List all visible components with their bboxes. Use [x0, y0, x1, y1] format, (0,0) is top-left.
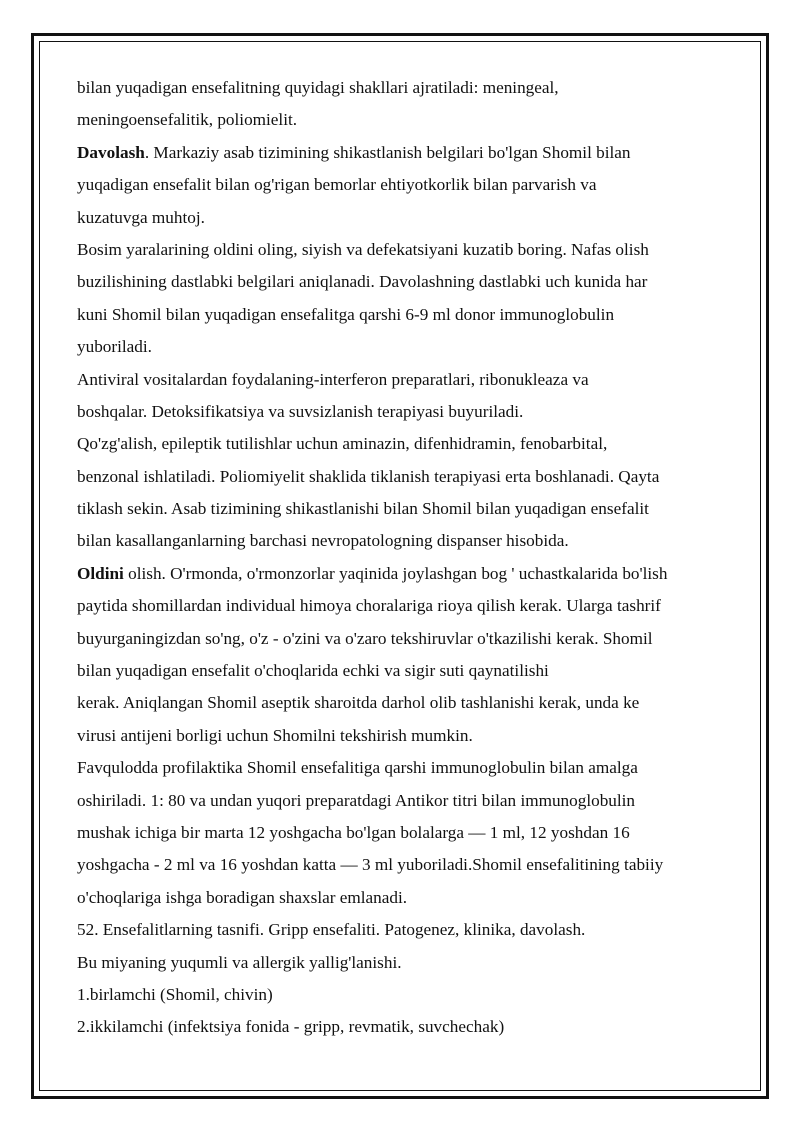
- list-item: 1.birlamchi (Shomil, chivin): [77, 984, 273, 1004]
- text-line: tiklash sekin. Asab tizimining shikastlanishi bilan Shomil bilan yuqadigan ensefalit: [77, 499, 649, 519]
- text-run: . Markaziy asab tizimining shikastlanish belgilari bo'lgan Shomil bilan: [144, 142, 631, 162]
- text-line: bilan yuqadigan ensefalitning quyidagi shakllari ajratiladi: meningeal,: [77, 78, 559, 97]
- text-line: mushak ichiga bir marta 12 yoshgacha bo'lgan bolalarga — 1 ml, 12 yoshdan 16: [77, 822, 630, 842]
- section-heading-davolash: Davolash: [77, 142, 145, 162]
- text-line: [77, 137, 737, 169]
- text-line: buzilishining dastlabki belgilari aniqlanadi. Davolashning dastlabki uch kunida har: [77, 272, 648, 292]
- text-line: paytida shomillardan individual himoya choralariga rioya qilish kerak. Ularga tashrif: [77, 596, 661, 616]
- text-line: kerak. Aniqlangan Shomil aseptik sharoitda darhol olib tashlanishi kerak, unda ke: [77, 693, 640, 713]
- text-line: bilan yuqadigan ensefalit o'choqlarida echki va sigir suti qaynatilishi: [77, 661, 549, 681]
- list-item: 2.ikkilamchi (infektsiya fonida - gripp, revmatik, suvchechak): [77, 1017, 505, 1037]
- text-line: yuqadigan ensefalit bilan og'rigan bemorlar ehtiyotkorlik bilan parvarish va: [77, 175, 597, 195]
- text-line: Qo'zg'alish, epileptik tutilishlar uchun aminazin, difenhidramin, fenobarbital,: [77, 434, 608, 454]
- text-line: Bu miyaning yuqumli va allergik yallig'lanishi.: [77, 952, 402, 972]
- text-line: [77, 558, 737, 590]
- text-line: meningoensefalitik, poliomielit.: [77, 110, 298, 130]
- text-run: olish. O'rmonda, o'rmonzorlar yaqinida joylashgan bog ' uchastkalarida bo'lish: [123, 563, 668, 583]
- section-heading-oldini: Oldini: [77, 563, 124, 583]
- text-line: oshiriladi. 1: 80 va undan yuqori preparatdagi Antikor titri bilan immunoglobulin: [77, 790, 636, 810]
- text-line: yoshgacha - 2 ml va 16 yoshdan katta — 3 ml yuboriladi.Shomil ensefalitining tabiiy: [77, 855, 664, 875]
- text-line: bilan kasallanganlarning barchasi nevropatologning dispanser hisobida.: [77, 531, 569, 551]
- section-title: 52. Ensefalitlarning tasnifi. Gripp ensefaliti. Patogenez, klinika, davolash.: [77, 920, 586, 940]
- text-line: Antiviral vositalardan foydalaning-interferon preparatlari, ribonukleaza va: [77, 369, 589, 389]
- document-body: [77, 72, 737, 1044]
- text-line: kuzatuvga muhtoj.: [77, 207, 205, 227]
- text-line: buyurganingizdan so'ng, o'z - o'zini va o'zaro tekshiruvlar o'tkazilishi kerak. Shomil: [77, 628, 653, 648]
- text-line: virusi antijeni borligi uchun Shomilni tekshirish mumkin.: [77, 725, 473, 745]
- text-line: kuni Shomil bilan yuqadigan ensefalitga qarshi 6-9 ml donor immunoglobulin: [77, 304, 615, 324]
- text-line: Favqulodda profilaktika Shomil ensefalitiga qarshi immunoglobulin bilan amalga: [77, 758, 638, 778]
- text-line: boshqalar. Detoksifikatsiya va suvsizlanish terapiyasi buyuriladi.: [77, 401, 524, 421]
- text-line: yuboriladi.: [77, 337, 152, 357]
- text-line: o'choqlariga ishga boradigan shaxslar emlanadi.: [77, 887, 408, 907]
- text-line: benzonal ishlatiladi. Poliomiyelit shaklida tiklanish terapiyasi erta boshlanadi. Qayta: [77, 466, 660, 486]
- text-line: Bosim yaralarining oldini oling, siyish va defekatsiyani kuzatib boring. Nafas olish: [77, 239, 649, 259]
